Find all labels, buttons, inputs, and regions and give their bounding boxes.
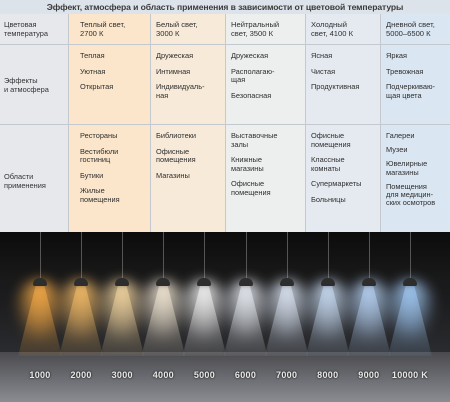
effects-list (156, 52, 205, 107)
list-item: Жилые помещения (80, 186, 120, 204)
row-label-effects: Эффекты и атмосфера (4, 76, 49, 94)
lamp-shade (321, 278, 335, 286)
lamp-glow (384, 280, 436, 340)
list-item: Галереи (386, 131, 415, 140)
kelvin-label: 2000 (70, 370, 92, 380)
list-item: Тревожная (386, 66, 424, 76)
lamp-wire (81, 232, 82, 278)
lamp-shade (403, 278, 417, 286)
list-item: Вестибюли гостиниц (80, 146, 119, 165)
divider (0, 124, 450, 125)
list-item: Офисные помещения (311, 131, 351, 149)
lamp-wire (246, 232, 247, 278)
effects-list (311, 52, 359, 99)
list-item: Уютная (80, 66, 106, 76)
column-row-labels (0, 14, 68, 232)
lamp-shade (74, 278, 88, 286)
kelvin-label: 1000 (29, 370, 51, 380)
list-item: Классные комнаты (311, 155, 345, 173)
lamp-shade (33, 278, 47, 286)
lamp-wire (163, 232, 164, 278)
column-header: Белый свет, 3000 К (156, 20, 198, 38)
list-item: Рестораны (80, 131, 118, 140)
kelvin-label: 6000 (234, 370, 257, 380)
lamp-wire (204, 232, 205, 278)
kelvin-label: 4000 (152, 370, 174, 380)
list-item: Выставочные залы (231, 131, 278, 149)
row-label-temperature: Цветовая температура (4, 20, 48, 38)
divider (0, 44, 450, 45)
effects-list (80, 52, 113, 99)
list-item: Магазины (156, 170, 190, 180)
list-item: Индивидуаль- ная (156, 82, 205, 100)
divider (68, 14, 69, 232)
list-item: Офисные помещения (156, 146, 196, 165)
lamp-shade (156, 278, 170, 286)
lamp-wire (410, 232, 411, 278)
column-header: Дневной свет, 5000–6500 К (386, 20, 435, 38)
list-item: Дружеская (156, 51, 194, 60)
list-item: Помещения для медицин- ских осмотров (386, 181, 436, 208)
list-item: Открытая (80, 82, 114, 92)
list-item: Чистая (311, 66, 336, 76)
column-white (150, 14, 225, 232)
areas-list (311, 132, 361, 212)
areas-list (156, 132, 196, 187)
list-item: Ясная (311, 51, 333, 60)
floor (0, 352, 450, 402)
list-item: Дружеская (231, 51, 269, 60)
list-item: Книжные магазины (231, 155, 264, 173)
ceiling (0, 232, 450, 282)
kelvin-label: 10000 K (391, 370, 429, 380)
list-item: Библиотеки (156, 131, 197, 140)
list-item: Офисные помещения (231, 179, 271, 197)
effects-list (386, 52, 435, 107)
list-item: Теплая (80, 51, 105, 60)
column-header: Теплый свет, 2700 К (80, 20, 126, 38)
lamp-wire (369, 232, 370, 278)
list-item: Интимная (156, 66, 191, 76)
list-item: Ювелирные магазины (386, 159, 428, 177)
divider (305, 14, 306, 232)
effects-list (231, 52, 275, 107)
kelvin-label: 7000 (276, 370, 298, 380)
row-label-areas: Области применения (4, 172, 46, 190)
kelvin-label: 9000 (358, 370, 380, 380)
lamp-wire (122, 232, 123, 278)
areas-list (80, 132, 120, 212)
lamp-shade (115, 278, 129, 286)
list-item: Подчеркиваю- щая цвета (386, 82, 435, 100)
kelvin-label: 5000 (193, 370, 216, 380)
list-item: Яркая (386, 51, 407, 60)
list-item: Больницы (311, 194, 346, 204)
lamp-wire (40, 232, 41, 278)
divider (380, 14, 381, 232)
lighting-photo (0, 232, 450, 402)
list-item: Музеи (386, 145, 408, 155)
column-header: Холодный свет, 4100 К (311, 20, 353, 38)
divider (150, 14, 151, 232)
kelvin-label: 3000 (111, 370, 133, 380)
kelvin-label: 8000 (317, 370, 339, 380)
list-item: Располагаю- щая (231, 66, 275, 85)
column-header: Нейтральный свет, 3500 К (231, 20, 280, 38)
lamp-wire (287, 232, 288, 278)
list-item: Продуктивная (311, 82, 360, 92)
list-item: Безопасная (231, 90, 272, 100)
lamp-shade (197, 278, 211, 286)
comparison-table (0, 14, 450, 232)
list-item: Бутики (80, 170, 104, 180)
lamp-shade (239, 278, 253, 286)
areas-list (386, 132, 435, 207)
divider (225, 14, 226, 232)
lamp-wire (328, 232, 329, 278)
lamp-shade (280, 278, 294, 286)
areas-list (231, 132, 278, 205)
list-item: Супермаркеты (311, 179, 362, 189)
lamp-shade (362, 278, 376, 286)
page-title: Эффект, атмосфера и область применения в зависимости от цветовой температуры (46, 2, 404, 12)
